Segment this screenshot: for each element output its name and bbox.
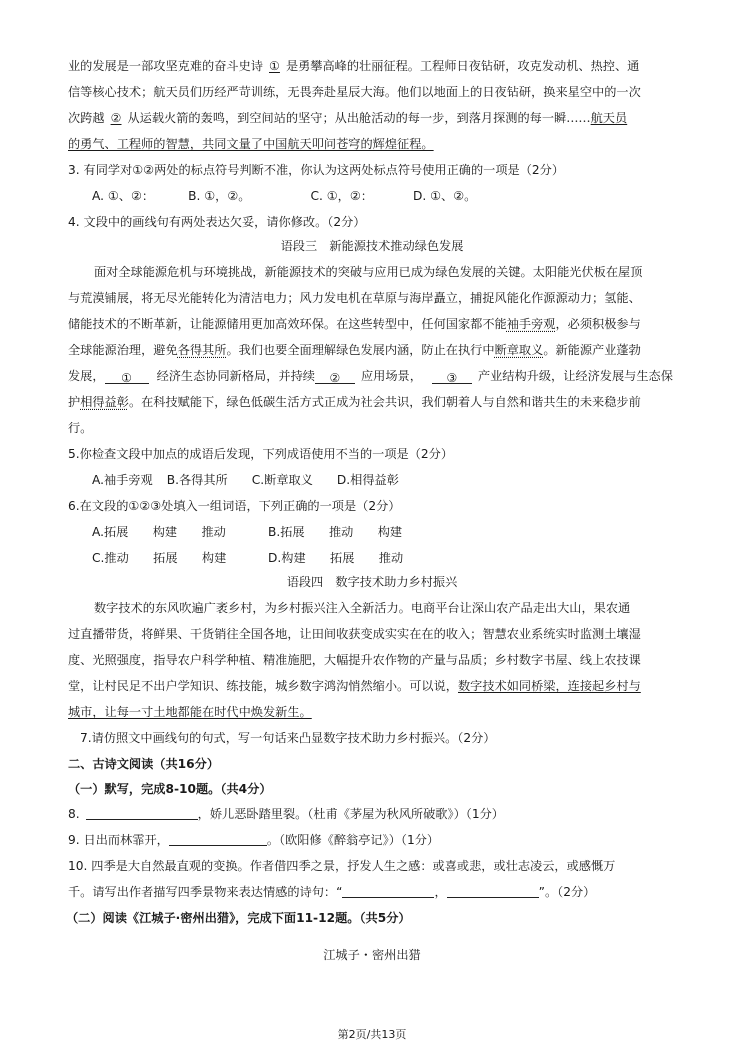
dotted-idiom: 断章取义	[494, 343, 544, 357]
option-a: A. ①、②：	[92, 189, 155, 203]
text: 千。请写出作者描写四季景物来表达情感的诗句：“	[68, 885, 343, 899]
paragraph-line	[68, 58, 680, 74]
text: 全球能源治理，避免	[68, 343, 178, 357]
text: 护	[68, 395, 81, 409]
question-3: 3. 有同学对①②两处的标点符号判断不准，你认为这两处标点符号使用正确的一项是（2分）	[68, 163, 565, 177]
question-6-options-row1	[92, 524, 704, 540]
question-10: 10. 四季是大自然最直观的变换。作者借四季之景，抒发人生之感：或喜或悲，或壮志凌云，或感慨万	[68, 859, 616, 873]
dotted-idiom: 各得其所	[177, 343, 227, 357]
option-d: D. ①、②。	[412, 189, 477, 203]
text: 9. 日出而林霏开，	[68, 833, 169, 847]
text: 。我们也要全面理解绿色发展内涵，防止在执行中	[226, 343, 495, 357]
dotted-idiom: 袖手旁观	[506, 317, 556, 331]
option-c: C.断章取义	[251, 473, 313, 487]
option-d: D.相得益彰	[336, 473, 399, 487]
paragraph-line	[68, 110, 680, 126]
paragraph-line	[68, 342, 680, 358]
underlined-sentence: 城市，让每一寸土地都能在时代中焕发新生。	[68, 705, 312, 719]
answer-blank[interactable]	[86, 806, 198, 820]
option-b: B. ①，②。	[188, 189, 251, 203]
text: 应用场景，	[361, 369, 422, 383]
paragraph-line: 与荒漠铺展，将无尽光能转化为清洁电力；风力发电机在草原与海岸矗立，捕捉风能化作源源动力；氢能、	[68, 291, 641, 305]
question-9	[68, 832, 680, 848]
underlined-sentence: 航天员	[590, 111, 628, 125]
text: 产业结构升级，让经济发展与生态保	[477, 369, 673, 383]
blank-mark-1: ①	[269, 59, 280, 73]
fill-blank-1: ①	[105, 370, 149, 384]
question-5-options	[92, 472, 704, 488]
option-b: B.拓展 推动 构建	[268, 525, 403, 539]
paragraph-line	[68, 394, 680, 410]
question-6: 6.在文段的①②③处填入一组词语，下列正确的一项是（2分）	[68, 499, 401, 513]
question-6-options-row2	[92, 550, 704, 566]
option-c: C.推动 拓展 构建	[92, 551, 227, 565]
subsection-1-heading: （一）默写，完成8-10题。（共4分）	[68, 782, 272, 796]
subsection-2-heading: （二）阅读《江城子·密州出猎》，完成下面11-12题。（共5分）	[66, 911, 411, 925]
paragraph-line: 度、光照强度，指导农户科学种植、精准施肥，大幅提升农作物的产量与品质；乡村数字书屋、线上农技课	[68, 653, 641, 667]
paragraph-line	[68, 704, 680, 720]
option-a: A.拓展 构建 推动	[92, 525, 226, 539]
text: 。（欧阳修《醉翁亭记》）（1分）	[266, 833, 440, 847]
option-b: B.各得其所	[166, 473, 228, 487]
question-7: 7.请仿照文中画线句的句式，写一句话来凸显数字技术助力乡村振兴。（2分）	[80, 731, 496, 745]
text: 经济生态协同新格局，并持续	[156, 369, 315, 383]
page-footer: 第2页/共13页	[337, 1028, 407, 1041]
segment-3-title: 语段三 新能源技术推动绿色发展	[280, 239, 464, 253]
paragraph-line	[68, 368, 680, 384]
poem-title: 江城子・密州出猎	[323, 948, 421, 962]
section-2-heading: 二、古诗文阅读（共16分）	[68, 757, 220, 771]
question-5: 5.你检查文段中加点的成语后发现，下列成语使用不当的一项是（2分）	[68, 447, 454, 461]
question-4: 4. 文段中的画线句有两处表达欠妥，请你修改。（2分）	[68, 215, 366, 229]
dotted-idiom: 相得益彰	[80, 395, 129, 409]
answer-blank[interactable]	[342, 884, 434, 898]
question-8	[68, 806, 680, 822]
answer-blank[interactable]	[169, 832, 267, 846]
segment-4-title: 语段四 数字技术助力乡村振兴	[286, 575, 458, 589]
fill-blank-3: ③	[432, 370, 472, 384]
answer-blank[interactable]	[447, 884, 539, 898]
blank-mark-2: ②	[110, 111, 122, 125]
text: 。在科技赋能下，绿色低碳生活方式正成为社会共识，我们朝着人与自然和谐共生的未来稳步前	[128, 395, 641, 409]
text: 8.	[68, 807, 80, 821]
underlined-sentence: 数字技术如同桥梁，连接起乡村与	[458, 679, 641, 693]
paragraph-line: 过直播带货，将鲜果、干货销往全国各地，让田间收获变成实实在在的收入；智慧农业系统实时监测土壤湿	[68, 627, 641, 641]
text: 是勇攀高峰的壮丽征程。工程师日夜钻研，攻克发动机、热控、通	[285, 59, 640, 73]
paragraph-line: 行。	[68, 421, 93, 435]
fill-blank-2: ②	[315, 370, 355, 384]
text: ”。（2分）	[538, 885, 596, 899]
paragraph-line	[68, 316, 680, 332]
text: 次跨越	[68, 111, 105, 125]
text: ，	[434, 885, 447, 899]
text: 堂，让村民足不出户学知识、练技能，城乡数字鸿沟悄然缩小。可以说，	[68, 679, 458, 693]
text: 发展，	[68, 369, 105, 383]
paragraph-line: 面对全球能源危机与环境挑战，新能源技术的突破与应用已成为绿色发展的关键。太阳能光伏板在屋顶	[94, 265, 643, 279]
text: ，必须积极参与	[555, 317, 641, 331]
text: ，娇儿恶卧踏里裂。（杜甫《茅屋为秋风所破歌》）（1分）	[197, 807, 504, 821]
option-c: C. ①，②：	[310, 189, 373, 203]
underlined-sentence: 的勇气、工程师的智慧，共同文量了中国航天叩问苍穹的辉煌征程。	[68, 137, 434, 151]
text: 从运载火箭的轰鸣，到空间站的坚守；从出舱活动的每一步，到落月探测的每一瞬……	[127, 111, 591, 125]
paragraph-line: 信等核心技术；航天员们历经严苛训练，无畏奔赴星辰大海。他们以地面上的日夜钻研，换来星空中的一次	[68, 85, 641, 99]
text: 。新能源产业蓬勃	[543, 343, 641, 357]
text: 储能技术的不断革新，让能源储用更加高效环保。在这些转型中，任何国家都不能	[68, 317, 507, 331]
question-3-options	[92, 188, 704, 204]
question-10-cont	[68, 884, 680, 900]
text: 业的发展是一部攻坚克难的奋斗史诗	[68, 59, 263, 73]
option-a: A.袖手旁观	[92, 473, 153, 487]
option-d: D.构建 拓展 推动	[268, 551, 404, 565]
paragraph-line: 数字技术的东风吹遍广袤乡村，为乡村振兴注入全新活力。电商平台让深山农产品走出大山，果农通	[94, 601, 631, 615]
paragraph-line	[68, 678, 680, 694]
paragraph-line	[68, 136, 680, 152]
